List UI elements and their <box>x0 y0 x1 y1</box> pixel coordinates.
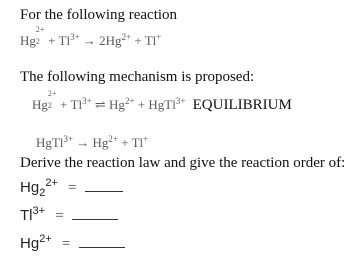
step2-product-1: $Hg^{2+}$ <box>92 133 118 150</box>
step1-plus-1: + <box>60 97 68 112</box>
step2-plus: + <box>121 135 129 150</box>
answer-row-tl3: $Tl^{3+}$ = <box>20 207 118 224</box>
answer-equals: = <box>55 208 64 224</box>
step1-product-1: $Hg^{2+}$ <box>109 95 135 112</box>
overall-arrow: → <box>82 33 96 48</box>
overall-reaction-equation <box>20 25 162 48</box>
step2-reactant: HgTl$^{3+}$ <box>36 133 74 150</box>
answer-equals: = <box>68 180 77 196</box>
step1-reactant-1: Hg 2+ 2 <box>32 89 57 112</box>
step1-plus-2: + <box>137 97 146 112</box>
step1-reactant-2: $Tl^{3+}$ <box>70 95 92 112</box>
answer-blank-hg[interactable] <box>79 235 125 248</box>
reaction-heading: For the following reaction <box>20 7 178 23</box>
answer-blank-tl3[interactable] <box>72 207 118 220</box>
overall-product-2: Tl+ <box>144 31 162 48</box>
overall-reactant-2: $Tl^{3+}$ <box>58 31 80 48</box>
overall-reactant-1: Hg 2+ 2 <box>20 25 45 48</box>
overall-product-1: $2Hg^{2+}$ <box>99 31 132 48</box>
step2-product-2: Tl+ <box>131 133 149 150</box>
equilibrium-tag: EQUILIBRIUM <box>192 97 292 113</box>
answer-species-tl3: Tl <box>20 207 33 224</box>
step2-arrow: → <box>76 135 90 150</box>
answer-species-hg2: Hg <box>20 179 40 196</box>
step1-product-2: HgTl$^{3+}$ <box>148 95 186 112</box>
answer-blank-hg2[interactable] <box>85 179 123 192</box>
mechanism-step-2 <box>36 133 149 150</box>
mechanism-step-1 <box>32 89 292 113</box>
overall-plus-2: + <box>134 33 142 48</box>
answer-row-hg: $Hg^{2+}$ = <box>20 235 125 252</box>
mechanism-heading: The following mechanism is proposed: <box>20 69 255 85</box>
answer-row-hg2: $Hg_2^{2+}$ = <box>20 179 123 196</box>
instruction-text: Derive the reaction law and give the reaction order of: <box>20 155 346 171</box>
step1-equilibrium-arrow: ⇌ <box>94 97 106 112</box>
answer-species-hg: Hg <box>20 235 40 252</box>
overall-plus-1: + <box>48 33 56 48</box>
answer-equals: = <box>61 236 71 252</box>
